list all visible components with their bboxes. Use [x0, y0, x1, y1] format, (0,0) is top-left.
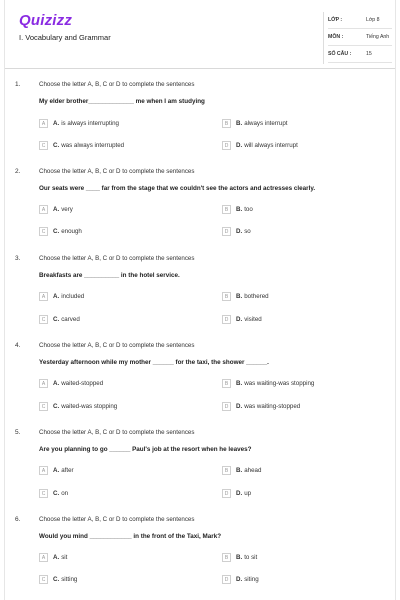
option-letter: D. — [236, 228, 243, 235]
worksheet-page — [4, 0, 396, 600]
option-box[interactable]: A — [39, 466, 48, 475]
option-text: was waiting-stopped — [244, 403, 301, 410]
option-text: was always interrupted — [61, 142, 125, 149]
option-text: on — [61, 490, 69, 497]
option-letter: B. — [236, 120, 243, 127]
question-instruction: Choose the letter A, B, C or D to complete the sentences — [39, 255, 195, 262]
option-letter: A. — [53, 380, 60, 387]
option-box[interactable]: D — [222, 402, 231, 411]
question-instruction: Choose the letter A, B, C or D to complete the sentences — [39, 342, 195, 349]
question-instruction: Choose the letter A, B, C or D to complete the sentences — [39, 168, 195, 175]
option-text: ahead — [244, 467, 262, 474]
option-box[interactable]: C — [39, 489, 48, 498]
option-letter: B. — [236, 380, 243, 387]
question-stem: My elder brother_____________ me when I am studying — [39, 98, 205, 105]
option-text: too — [244, 206, 253, 213]
option-text: will always interrupt — [244, 142, 298, 149]
option-letter: C. — [53, 403, 60, 410]
header-divider — [5, 68, 395, 69]
option-box[interactable]: B — [222, 379, 231, 388]
option-letter: D. — [236, 576, 243, 583]
option-letter: A. — [53, 293, 60, 300]
option-box[interactable]: B — [222, 119, 231, 128]
option-box[interactable]: A — [39, 119, 48, 128]
option-letter: B. — [236, 554, 243, 561]
option-text: after — [61, 467, 74, 474]
meta-row-subject — [328, 29, 392, 46]
option-text: is always interrupting — [61, 120, 119, 127]
option-text: sit — [61, 554, 68, 561]
question-stem: Breakfasts are __________ in the hotel service. — [39, 272, 180, 279]
quizizz-logo[interactable]: Quizizz — [19, 12, 73, 29]
option-text: siting — [244, 576, 259, 583]
option-box[interactable]: D — [222, 227, 231, 236]
option-text: to sit — [244, 554, 258, 561]
option-letter: A. — [53, 206, 60, 213]
option-box[interactable]: A — [39, 379, 48, 388]
option-box[interactable]: C — [39, 315, 48, 324]
question-number: 3. — [15, 255, 21, 262]
question-stem: Our seats were ____ far from the stage that we couldn't see the actors and actresses clearly. — [39, 185, 316, 192]
option-box[interactable]: B — [222, 553, 231, 562]
meta-row-class — [328, 12, 392, 29]
question-stem: Would you mind ____________ in the front of the Taxi, Mark? — [39, 533, 222, 540]
option-text: enough — [61, 228, 82, 235]
option-box[interactable]: B — [222, 205, 231, 214]
meta-value: Tiếng Anh — [366, 34, 390, 40]
question-number: 6. — [15, 516, 21, 523]
option-text: always interrupt — [244, 120, 288, 127]
meta-info-box — [323, 12, 392, 64]
question-instruction: Choose the letter A, B, C or D to complete the sentences — [39, 81, 195, 88]
question-stem: Are you planning to go ______ Paul's job at the resort when he leaves? — [39, 446, 252, 453]
option-letter: D. — [236, 316, 243, 323]
option-letter: C. — [53, 228, 60, 235]
option-text: visited — [244, 316, 262, 323]
option-box[interactable]: A — [39, 292, 48, 301]
question-number: 4. — [15, 342, 21, 349]
option-letter: B. — [236, 467, 243, 474]
option-box[interactable]: B — [222, 466, 231, 475]
worksheet-header — [5, 0, 395, 70]
option-box[interactable]: C — [39, 141, 48, 150]
option-box[interactable]: D — [222, 141, 231, 150]
option-letter: B. — [236, 293, 243, 300]
option-box[interactable]: C — [39, 575, 48, 584]
option-letter: C. — [53, 576, 60, 583]
option-box[interactable]: D — [222, 575, 231, 584]
question-number: 2. — [15, 168, 21, 175]
meta-row-question-count — [328, 46, 392, 63]
option-text: carved — [61, 316, 80, 323]
option-letter: C. — [53, 316, 60, 323]
option-letter: A. — [53, 467, 60, 474]
option-text: bothered — [244, 293, 269, 300]
option-letter: A. — [53, 554, 60, 561]
option-letter: A. — [53, 120, 60, 127]
question-instruction: Choose the letter A, B, C or D to complete the sentences — [39, 516, 195, 523]
option-letter: C. — [53, 490, 60, 497]
option-text: so — [244, 228, 251, 235]
meta-value: 15 — [366, 51, 372, 57]
option-letter: D. — [236, 403, 243, 410]
meta-key: SỐ CÂU : — [328, 51, 352, 57]
option-text: very — [61, 206, 73, 213]
meta-key: MÔN : — [328, 34, 344, 40]
option-box[interactable]: A — [39, 205, 48, 214]
option-box[interactable]: D — [222, 315, 231, 324]
option-letter: C. — [53, 142, 60, 149]
question-instruction: Choose the letter A, B, C or D to complete the sentences — [39, 429, 195, 436]
option-text: up — [244, 490, 252, 497]
option-text: was waiting-was stopping — [244, 380, 315, 387]
question-number: 1. — [15, 81, 21, 88]
question-stem: Yesterday afternoon while my mother ______ for the taxi, the shower ______. — [39, 359, 269, 366]
option-text: sitting — [61, 576, 78, 583]
quiz-title: I. Vocabulary and Grammar — [19, 33, 111, 42]
option-letter: D. — [236, 142, 243, 149]
option-text: waited-was stopping — [61, 403, 118, 410]
option-box[interactable]: A — [39, 553, 48, 562]
option-letter: B. — [236, 206, 243, 213]
option-text: included — [61, 293, 85, 300]
option-box[interactable]: D — [222, 489, 231, 498]
option-box[interactable]: B — [222, 292, 231, 301]
option-text: waited-stopped — [61, 380, 104, 387]
meta-value: Lớp 8 — [366, 17, 380, 23]
option-box[interactable]: C — [39, 227, 48, 236]
meta-key: LỚP : — [328, 17, 343, 23]
option-box[interactable]: C — [39, 402, 48, 411]
question-number: 5. — [15, 429, 21, 436]
option-letter: D. — [236, 490, 243, 497]
